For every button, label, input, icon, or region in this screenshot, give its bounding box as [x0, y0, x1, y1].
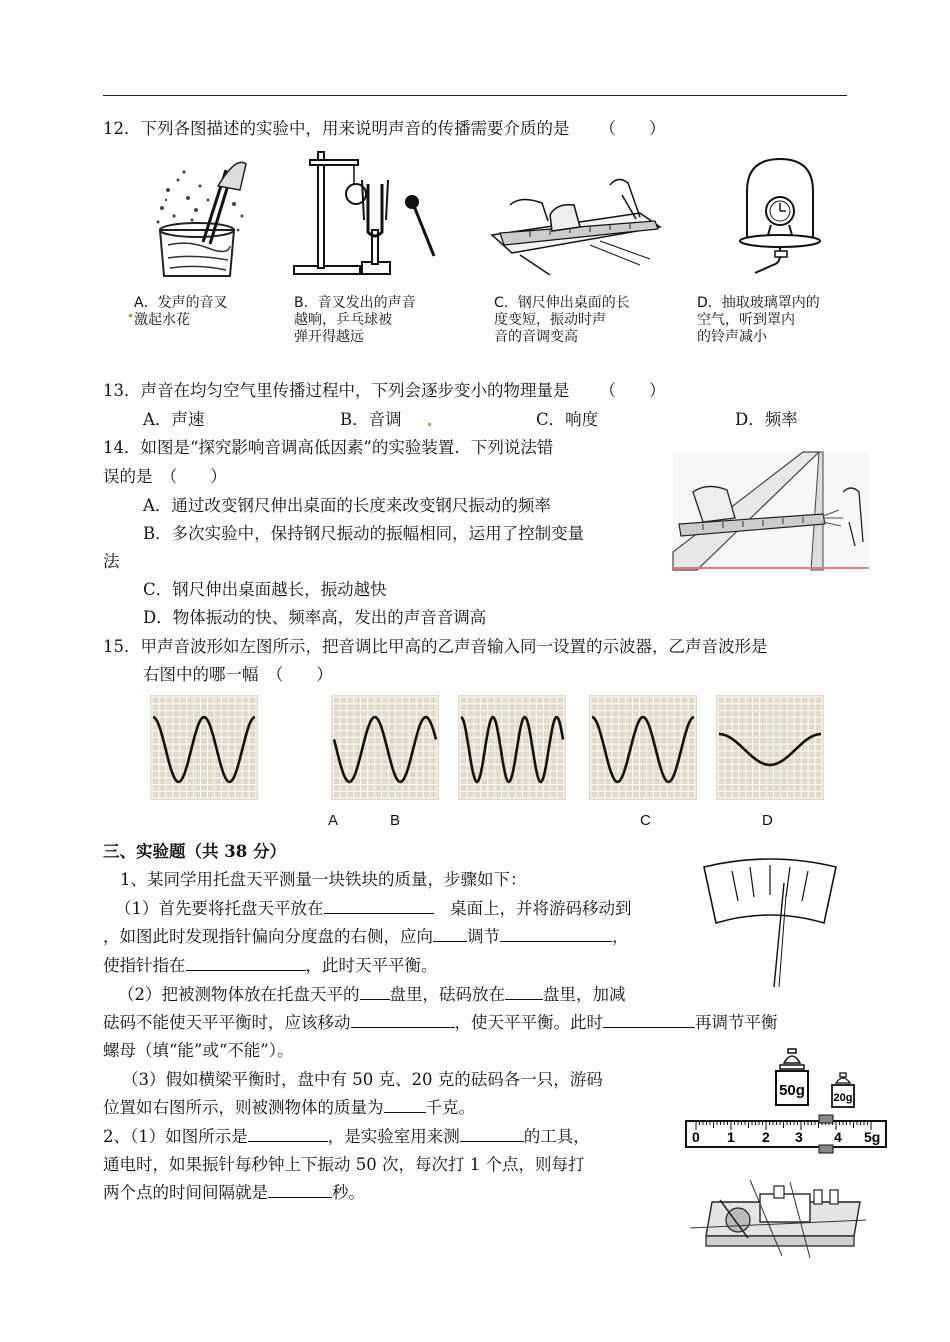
- figure-balance-dial: [700, 855, 840, 990]
- exp1-line2: ，如图此时发现指针偏向分度盘的右侧，应向 调节 ，: [103, 927, 629, 946]
- answer-blank[interactable]: [433, 925, 467, 942]
- answer-blank[interactable]: [186, 954, 306, 971]
- section-title: 三、实验题（共 38 分）: [103, 842, 286, 861]
- ruler-label-2: 2: [762, 1129, 770, 1145]
- ruler-label-5: 5g: [864, 1129, 881, 1145]
- answer-blank[interactable]: [248, 1125, 328, 1142]
- rider-bottom: [819, 1145, 833, 1153]
- q14-option-c: C．钢尺伸出桌面越长，振动越快: [143, 580, 387, 599]
- q13-option-d: D．频率: [735, 410, 798, 429]
- q14-option-a: A．通过改变钢尺伸出桌面的长度来改变钢尺振动的频率: [143, 496, 551, 515]
- ruler-label-0: 0: [692, 1129, 700, 1145]
- answer-blank[interactable]: [384, 1096, 426, 1113]
- label-c: C: [640, 812, 651, 829]
- q12-option-b: B．音叉发出的声音 越响，乒乓球被 弹开得越远: [294, 295, 416, 345]
- weight-20g-label: 20g: [833, 1092, 853, 1104]
- waveform-option-c: [589, 695, 697, 800]
- q12-option-d: D．抽取玻璃罩内的 空气，听到罩内 的铃声减小: [697, 295, 820, 345]
- q12-option-a: A．发声的音叉 激起水花: [134, 295, 228, 328]
- label-a: A: [328, 812, 339, 829]
- q14-line2: 误的是 （ ）: [103, 467, 227, 486]
- q13-option-c: C．响度: [536, 410, 599, 429]
- exp1-line6: 螺母（填“能”或“不能”）。: [103, 1041, 294, 1060]
- answer-blank[interactable]: [603, 1011, 695, 1028]
- figure-ruler-table: [490, 175, 662, 280]
- q15-line1: 15．甲声音波形如左图所示，把音调比甲高的乙声音输入同一设置的示波器，乙声音波形是: [103, 637, 768, 656]
- exp1-intro: 1、某同学用托盘天平测量一块铁块的质量，步骤如下：: [120, 870, 527, 889]
- waveform-option-b: [458, 695, 566, 800]
- answer-blank[interactable]: [360, 983, 390, 1000]
- waveform-reference: [150, 695, 258, 800]
- q13-option-a: A．声速: [143, 410, 205, 429]
- figure-ticker-timer: [690, 1180, 870, 1260]
- answer-blank[interactable]: [500, 925, 612, 942]
- rider-top: [819, 1115, 833, 1123]
- exp1-line7: （3）假如横梁平衡时，盘中有 50 克、20 克的砝码各一只，游码: [122, 1070, 603, 1089]
- figure-bell-jar: [735, 155, 825, 280]
- exp1-line3: 使指针指在 ，此时天平平衡。: [103, 956, 438, 975]
- weight-50g-label: 50g: [779, 1082, 805, 1099]
- exp2-line1: 2、（1）如图所示是 ，是实验室用来测 的工具，: [103, 1127, 590, 1146]
- exp2-line3: 两个点的时间间隔就是 秒。: [103, 1183, 365, 1202]
- answer-blank[interactable]: [505, 983, 543, 1000]
- q12-option-c: C．钢尺伸出桌面的长 度变短，振动时声 音的音调变高: [494, 295, 630, 345]
- exp1-line5: 砝码不能使天平平衡时，应该移动 ，使天平平衡。此时 再调节平衡: [103, 1013, 778, 1032]
- q14-option-b-cont: 法: [103, 552, 120, 571]
- figure-weights-ruler: [682, 1045, 892, 1160]
- figure-ruler-experiment: [673, 452, 869, 572]
- label-d: D: [762, 812, 773, 829]
- answer-blank[interactable]: [351, 1011, 455, 1028]
- exp1-line8: 位置如右图所示，则被测物体的质量为 千克。: [103, 1098, 475, 1117]
- q14-option-b: B．多次实验中，保持钢尺振动的振幅相同，运用了控制变量: [143, 524, 585, 543]
- header-rule: [103, 95, 847, 96]
- figure-fork-pingpong: [292, 150, 452, 278]
- waveform-option-d: [716, 695, 824, 800]
- dot-mark: [129, 314, 132, 317]
- exp2-line2: 通电时，如果振针每秒钟上下振动 50 次，每次打 1 个点，则每打: [103, 1155, 585, 1174]
- ruler-label-3: 3: [795, 1129, 803, 1145]
- q13-stem: 13．声音在均匀空气里传播过程中，下列会逐步变小的物理量是 （ ）: [103, 381, 666, 400]
- waveform-option-a: [331, 695, 439, 800]
- ruler-label-1: 1: [727, 1129, 735, 1145]
- q13-option-b: B．音调: [340, 410, 402, 429]
- ruler-label-4: 4: [834, 1129, 842, 1145]
- figure-fork-water: [148, 150, 248, 278]
- exp1-line1: （1）首先要将托盘天平放在 桌面上，并将游码移动到: [115, 899, 632, 918]
- answer-blank[interactable]: [460, 1125, 524, 1142]
- q14-option-d: D．物体振动的快、频率高，发出的声音音调高: [143, 608, 487, 627]
- q14-line1: 14．如图是“探究影响音调高低因素”的实验装置．下列说法错: [103, 438, 554, 457]
- ruler-body: [686, 1121, 886, 1147]
- q15-line2: 右图中的哪一幅 （ ）: [143, 665, 333, 684]
- answer-blank[interactable]: [324, 897, 434, 914]
- exp1-line4: （2）把被测物体放在托盘天平的 盘里，砝码放在 盘里，加减: [118, 985, 626, 1004]
- answer-blank[interactable]: [268, 1181, 332, 1198]
- dot-mark: [428, 423, 431, 426]
- q12-stem: 12．下列各图描述的实验中，用来说明声音的传播需要介质的是 （ ）: [103, 119, 666, 138]
- label-b: B: [390, 812, 401, 829]
